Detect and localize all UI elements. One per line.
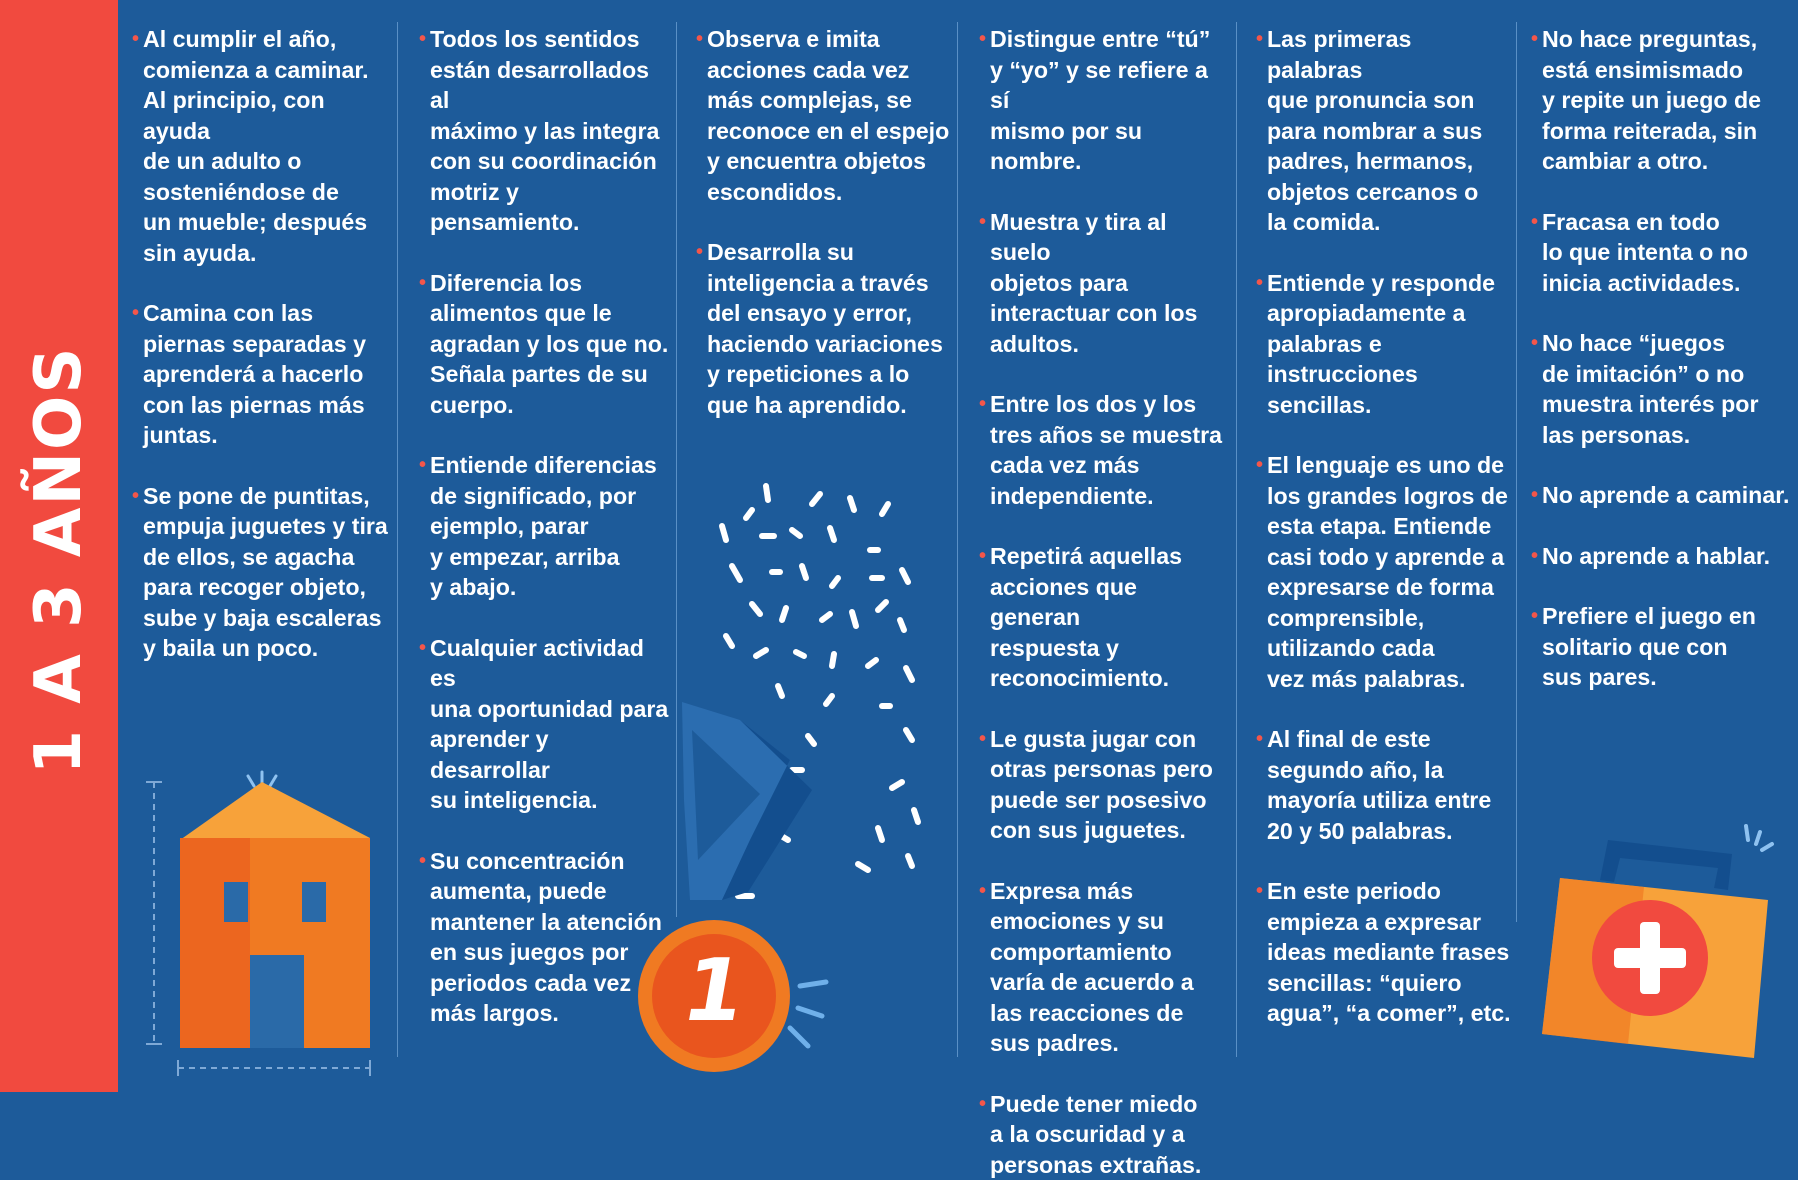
column-divider <box>397 22 398 1057</box>
list-item <box>990 876 1230 1059</box>
list-item <box>990 24 1230 177</box>
bullet-dot: • <box>979 207 986 238</box>
medal-number: 1 <box>676 948 751 1034</box>
item-text: Entiende y responde apropiadamente a palabras e instrucciones sencillas. <box>1267 270 1495 418</box>
item-text: Expresa más emociones y su comportamiento varía de acuerdo a las reacciones de sus padres. <box>990 878 1194 1057</box>
list-item <box>143 24 393 268</box>
bullet-dot: • <box>979 389 986 420</box>
bullet-dot: • <box>979 876 986 907</box>
column-5 <box>1267 24 1512 1084</box>
bullet-list <box>990 24 1230 1180</box>
bullet-dot: • <box>132 481 139 512</box>
bullet-list <box>707 24 952 420</box>
column-divider <box>1236 22 1237 1057</box>
list-item <box>1542 207 1792 299</box>
item-text: Entiende diferencias de significado, por ejemplo, parar y empezar, arriba y abajo. <box>430 452 657 600</box>
bullet-dot: • <box>979 724 986 755</box>
bullet-dot: • <box>419 450 426 481</box>
bullet-list <box>1542 24 1792 693</box>
item-text: Prefiere el juego en solitario que con sus pares. <box>1542 603 1756 690</box>
list-item <box>430 450 670 603</box>
item-text: Todos los sentidos están desarrollados al máximo y las integra con su coordinación motriz y pensamiento. <box>430 26 659 235</box>
list-item <box>990 724 1230 846</box>
item-text: Camina con las piernas separadas y aprenderá a hacerlo con las piernas más juntas. <box>143 300 366 448</box>
list-item <box>1542 480 1792 511</box>
list-item <box>143 481 393 664</box>
list-item <box>1267 876 1512 1029</box>
column-divider <box>1516 22 1517 922</box>
bullet-dot: • <box>979 24 986 55</box>
bullet-dot: • <box>419 633 426 664</box>
list-item <box>1542 541 1792 572</box>
item-text: Observa e imita acciones cada vez más complejas, se reconoce en el espejo y encuentra objetos escondidos. <box>707 26 949 205</box>
list-item <box>430 268 670 421</box>
list-item <box>1267 724 1512 846</box>
bullet-dot: • <box>419 846 426 877</box>
bullet-dot: • <box>696 24 703 55</box>
bullet-dot: • <box>1531 601 1538 632</box>
item-text: No aprende a hablar. <box>1542 543 1770 569</box>
item-text: En este periodo empieza a expresar ideas mediante frases sencillas: “quiero agua”, “a comer”, etc. <box>1267 878 1511 1026</box>
item-text: Le gusta jugar con otras personas pero puede ser posesivo con sus juguetes. <box>990 726 1213 844</box>
list-item <box>1542 24 1792 177</box>
bullet-dot: • <box>419 24 426 55</box>
item-text: Puede tener miedo a la oscuridad y a personas extrañas. <box>990 1091 1201 1178</box>
item-text: Distingue entre “tú” y “yo” y se refiere a sí mismo por su nombre. <box>990 26 1210 174</box>
list-item <box>707 237 952 420</box>
bullet-dot: • <box>1531 207 1538 238</box>
list-item <box>707 24 952 207</box>
item-text: Al cumplir el año, comienza a caminar. Al principio, con ayuda de un adulto o sosteniéndose de un mueble; después sin ayuda. <box>143 26 369 266</box>
column-divider <box>957 22 958 1057</box>
item-text: No hace “juegos de imitación” o no muestra interés por las personas. <box>1542 330 1759 448</box>
item-text: No aprende a caminar. <box>1542 482 1789 508</box>
list-item <box>143 298 393 451</box>
house-icon <box>140 760 380 1080</box>
list-item <box>990 541 1230 694</box>
bullet-dot: • <box>1531 480 1538 511</box>
item-text: Entre los dos y los tres años se muestra cada vez más independiente. <box>990 391 1222 509</box>
bullet-list <box>143 24 393 664</box>
side-title: 1 A 3 AÑOS <box>27 345 91 774</box>
bullet-dot: • <box>1256 268 1263 299</box>
list-item <box>1267 268 1512 421</box>
list-item <box>430 24 670 238</box>
bullet-dot: • <box>1531 24 1538 55</box>
item-text: Cualquier actividad es una oportunidad para aprender y desarrollar su inteligencia. <box>430 635 668 814</box>
bullet-dot: • <box>979 1089 986 1120</box>
item-text: Al final de este segundo año, la mayoría utiliza entre 20 y 50 palabras. <box>1267 726 1491 844</box>
bullet-dot: • <box>696 237 703 268</box>
list-item <box>1267 450 1512 694</box>
list-item <box>990 389 1230 511</box>
item-text: Su concentración aumenta, puede mantener la atención en sus juegos por periodos cada vez más largos. <box>430 848 662 1027</box>
bullet-dot: • <box>132 24 139 55</box>
item-text: Se pone de puntitas, empuja juguetes y tira de ellos, se agacha para recoger objeto, sube y baja escaleras y baila un poco. <box>143 483 388 662</box>
bullet-dot: • <box>979 541 986 572</box>
list-item <box>990 207 1230 360</box>
side-band <box>0 0 118 1092</box>
list-item <box>990 1089 1230 1180</box>
list-item <box>1267 24 1512 238</box>
item-text: Las primeras palabras que pronuncia son para nombrar a sus padres, hermanos, objetos cercanos o la comida. <box>1267 26 1482 235</box>
bullet-dot: • <box>1256 876 1263 907</box>
bullet-dot: • <box>132 298 139 329</box>
item-text: No hace preguntas, está ensimismado y repite un juego de forma reiterada, sin cambiar a otro. <box>1542 26 1761 174</box>
bullet-dot: • <box>1256 24 1263 55</box>
item-text: Muestra y tira al suelo objetos para interactuar con los adultos. <box>990 209 1197 357</box>
bullet-dot: • <box>1256 724 1263 755</box>
bullet-dot: • <box>1531 541 1538 572</box>
item-text: El lenguaje es uno de los grandes logros de esta etapa. Entiende casi todo y aprende a expresarse de forma comprensible, utilizando cada vez más palabras. <box>1267 452 1508 692</box>
item-text: Repetirá aquellas acciones que generan respuesta y reconocimiento. <box>990 543 1182 691</box>
item-text: Fracasa en todo lo que intenta o no inicia actividades. <box>1542 209 1748 296</box>
bullet-dot: • <box>1531 328 1538 359</box>
item-text: Desarrolla su inteligencia a través del ensayo y error, haciendo variaciones y repeticiones a lo que ha aprendido. <box>707 239 943 418</box>
bullet-dot: • <box>1256 450 1263 481</box>
bullet-dot: • <box>419 268 426 299</box>
item-text: Diferencia los alimentos que le agradan y los que no. Señala partes de su cuerpo. <box>430 270 668 418</box>
list-item <box>1542 328 1792 450</box>
bullet-list <box>1267 24 1512 1029</box>
first-aid-kit-icon <box>1524 818 1794 1064</box>
column-4 <box>990 24 1230 1084</box>
list-item <box>1542 601 1792 693</box>
